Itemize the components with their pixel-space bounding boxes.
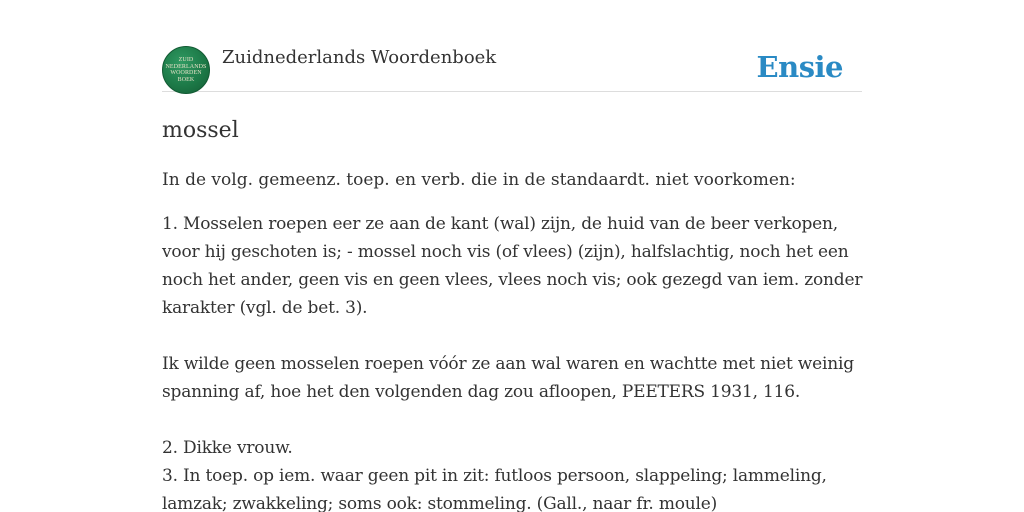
sense-3-line: 3. In toep. op iem. waar geen pit in zit: futloos persoon, slappeling; lammeling,	[162, 466, 827, 486]
site-header	[162, 44, 862, 92]
ensie-brand-link[interactable]: Ensie	[756, 50, 843, 84]
logo-line: NEDERLANDS	[165, 63, 207, 70]
entry-headword: mossel	[162, 118, 239, 143]
logo-line: BOEK	[177, 76, 195, 83]
site-title-link[interactable]: Zuidnederlands Woordenboek	[222, 47, 497, 68]
sense-3-line: lamzak; zwakkeling; soms ook: stommeling. (Gall., naar fr. moule)	[162, 494, 718, 512]
logo-line: WOORDEN	[170, 70, 202, 76]
entry-definition	[162, 210, 862, 512]
site-logo[interactable]	[162, 46, 210, 94]
definition-line: karakter (vgl. de bet. 3).	[162, 298, 368, 318]
quote-line: spanning af, hoe het den volgenden dag zou afloopen, PEETERS 1931, 116.	[162, 382, 801, 402]
logo-line: ZUID	[178, 57, 194, 63]
quote-line: Ik wilde geen mosselen roepen vóór ze aan wal waren en wachtte met niet weinig	[162, 354, 854, 374]
entry-content	[162, 114, 862, 512]
entry-intro: In de volg. gemeenz. toep. en verb. die in de standaardt. niet voorkomen:	[162, 170, 796, 190]
paragraph-gap	[162, 406, 862, 434]
definition-line: noch het ander, geen vis en geen vlees, vlees noch vis; ook gezegd van iem. zonder	[162, 270, 863, 290]
paragraph-gap	[162, 322, 862, 350]
sense-2-line: 2. Dikke vrouw.	[162, 438, 293, 458]
definition-line: 1. Mosselen roepen eer ze aan de kant (wal) zijn, de huid van de beer verkopen,	[162, 214, 838, 234]
definition-line: voor hij geschoten is; - mossel noch vis (of vlees) (zijn), halfslachtig, noch het een	[162, 242, 849, 262]
